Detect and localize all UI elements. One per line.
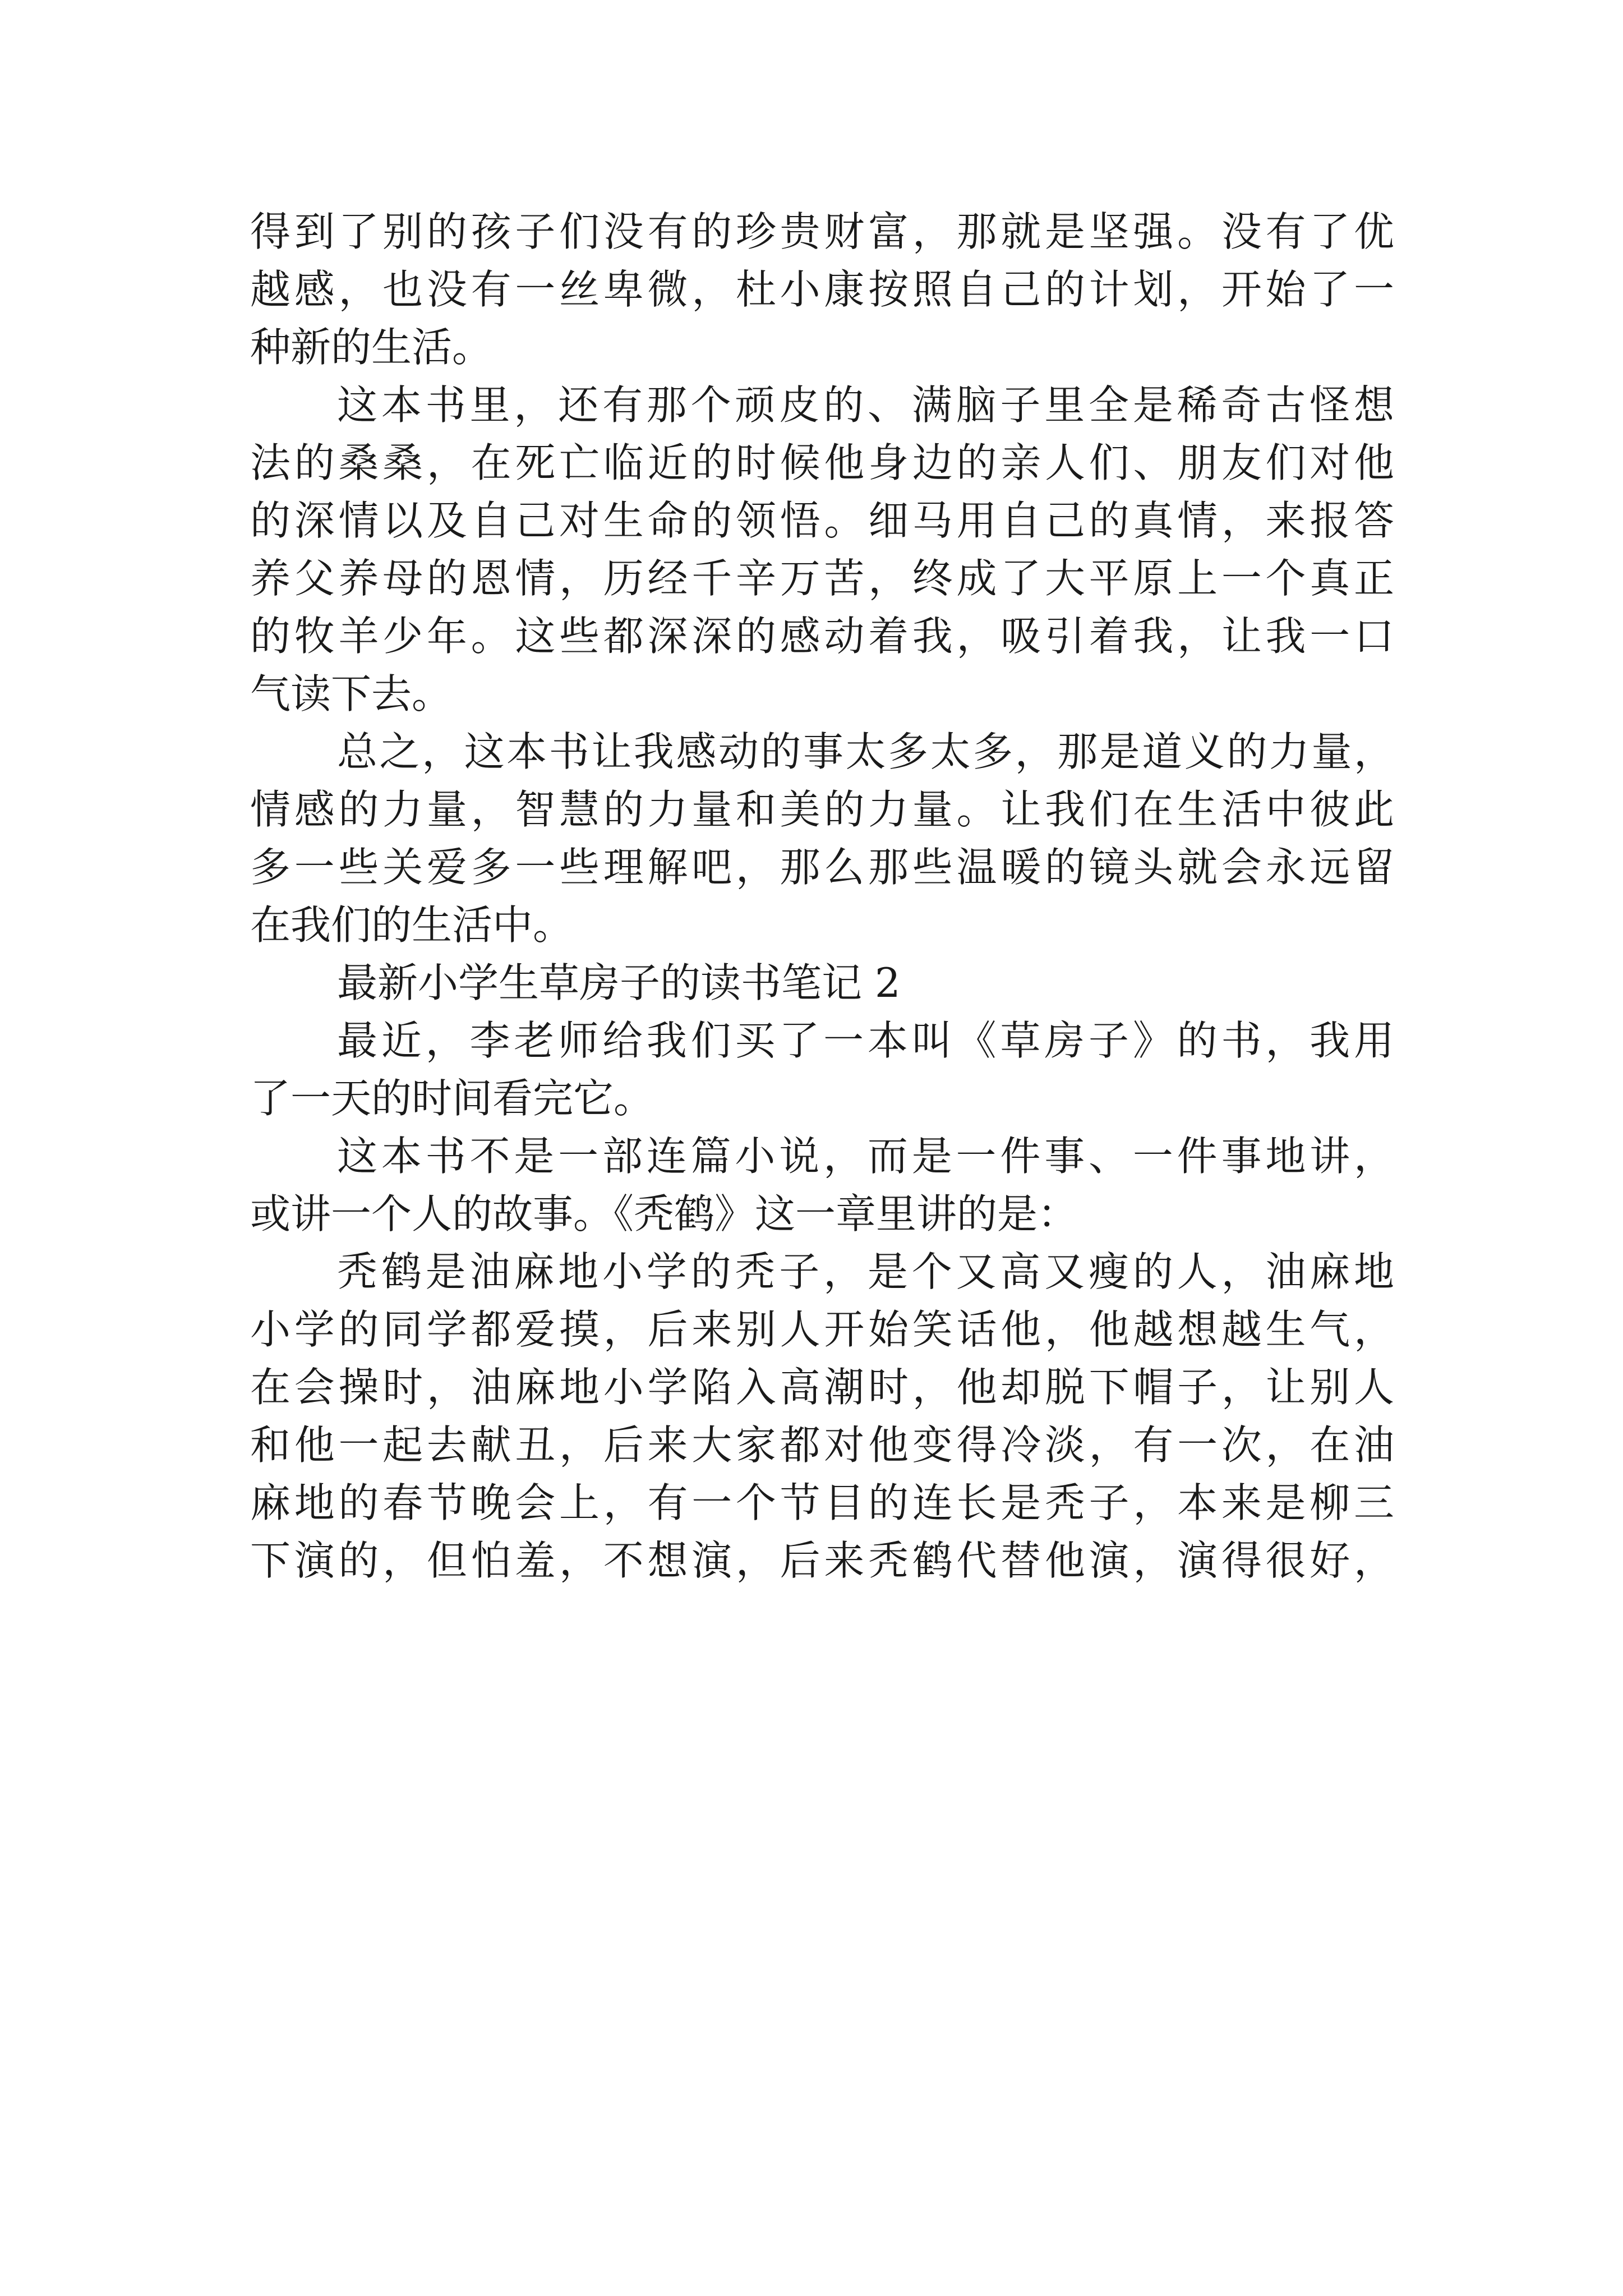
text-line: 小学的同学都爱摸，后来别人开始笑话他，他越想越生气， bbox=[250, 1306, 1394, 1353]
text-line: 种新的生活。 bbox=[250, 324, 493, 371]
text-line: 多一些关爱多一些理解吧，那么那些温暖的镜头就会永远留 bbox=[250, 844, 1394, 891]
text-line: 或讲一个人的故事。《秃鹤》这一章里讲的是： bbox=[250, 1190, 1078, 1237]
text-line: 气读下去。 bbox=[250, 670, 453, 717]
text-line: 这本书不是一部连篇小说，而是一件事、一件事地讲， bbox=[337, 1133, 1394, 1180]
document-body bbox=[250, 203, 1394, 1590]
text-line: 的深情以及自己对生命的领悟。细马用自己的真情，来报答 bbox=[250, 497, 1394, 544]
text-line: 法的桑桑，在死亡临近的时候他身边的亲人们、朋友们对他 bbox=[250, 439, 1394, 486]
text-line: 在我们的生活中。 bbox=[250, 901, 574, 949]
text-line: 在会操时，油麻地小学陷入高潮时，他却脱下帽子，让别人 bbox=[250, 1364, 1394, 1411]
text-line: 得到了别的孩子们没有的珍贵财富，那就是坚强。没有了优 bbox=[250, 208, 1394, 255]
text-line: 的牧羊少年。这些都深深的感动着我，吸引着我，让我一口 bbox=[250, 613, 1394, 660]
text-line: 最近，李老师给我们买了一本叫《草房子》的书，我用 bbox=[337, 1017, 1394, 1064]
text-line: 养父养母的恩情，历经千辛万苦，终成了大平原上一个真正 bbox=[250, 555, 1394, 602]
text-line: 情感的力量，智慧的力量和美的力量。让我们在生活中彼此 bbox=[250, 786, 1394, 833]
text-line: 越感，也没有一丝卑微，杜小康按照自己的计划，开始了一 bbox=[250, 266, 1394, 313]
text-line: 下演的，但怕羞，不想演，后来秃鹤代替他演，演得很好， bbox=[250, 1537, 1394, 1584]
text-line: 了一天的时间看完它。 bbox=[250, 1075, 654, 1122]
text-line: 总之，这本书让我感动的事太多太多，那是道义的力量， bbox=[337, 728, 1394, 775]
text-line: 和他一起去献丑，后来大家都对他变得冷淡，有一次，在油 bbox=[250, 1421, 1394, 1469]
text-line: 秃鹤是油麻地小学的秃子，是个又高又瘦的人，油麻地 bbox=[337, 1248, 1394, 1295]
text-line: 麻地的春节晚会上，有一个节目的连长是秃子，本来是柳三 bbox=[250, 1479, 1394, 1526]
text-line: 这本书里，还有那个顽皮的、满脑子里全是稀奇古怪想 bbox=[337, 381, 1394, 429]
section-heading: 最新小学生草房子的读书笔记 2 bbox=[337, 959, 901, 1006]
